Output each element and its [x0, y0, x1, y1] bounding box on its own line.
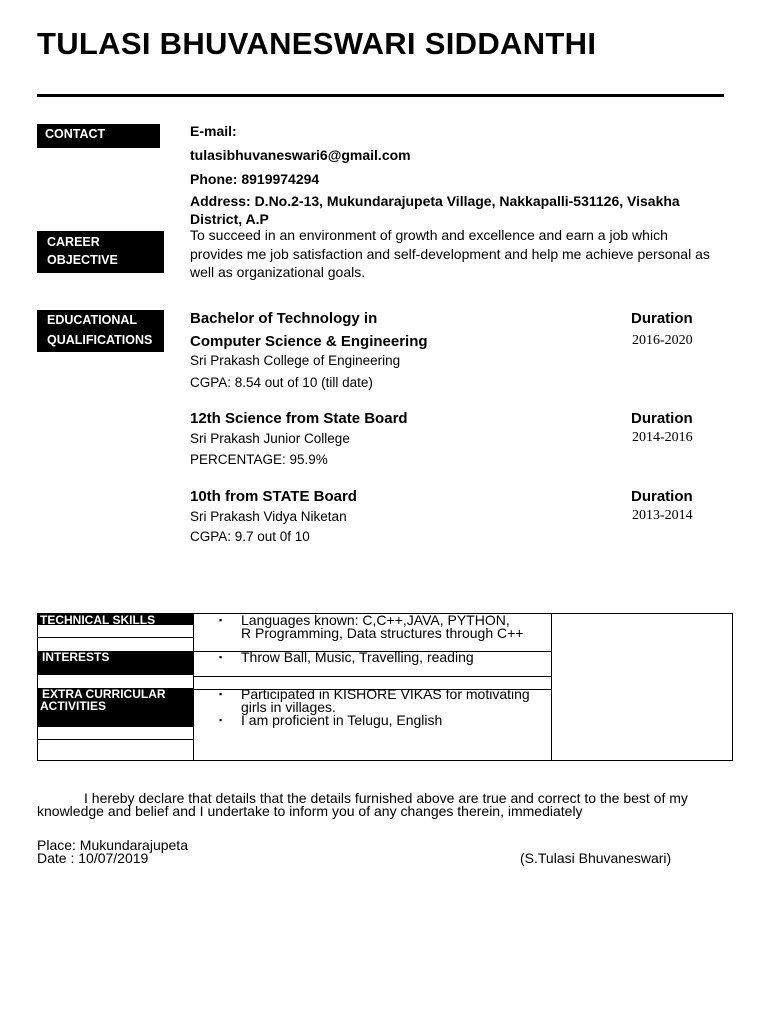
table-divider	[38, 739, 193, 740]
technical-skills-label: TECHNICAL SKILLS	[38, 614, 193, 625]
duration-years: 2016-2020	[632, 333, 693, 348]
institution: Sri Prakash Junior College	[190, 431, 350, 446]
signature: (S.Tulasi Bhuvaneswari)	[520, 850, 672, 866]
education-label	[37, 310, 164, 352]
interests-item	[219, 649, 474, 665]
bullet-icon: ▪	[219, 689, 223, 699]
duration-years: 2014-2016	[632, 430, 693, 445]
extra-curricular-item	[219, 686, 530, 715]
address-line-1: Address: D.No.2-13, Mukundarajupeta Village, Nakkapalli-531126, Visakha	[190, 193, 680, 209]
duration-label: Duration	[631, 310, 693, 327]
table-divider	[38, 726, 193, 727]
email-value: tulasibhuvaneswari6@gmail.com	[190, 147, 411, 163]
table-divider	[551, 614, 552, 760]
extra-item1-line2: girls in villages.	[241, 699, 336, 715]
date: Date : 10/07/2019	[37, 850, 149, 866]
extra-curricular-item	[219, 712, 443, 728]
education-label-line1: EDUCATIONAL	[47, 313, 138, 327]
degree-title: Bachelor of Technology in	[190, 310, 378, 327]
institution: Sri Prakash Vidya Niketan	[190, 509, 347, 524]
email-label: E-mail:	[190, 123, 237, 139]
duration-label: Duration	[631, 410, 693, 427]
technical-line1: Languages known: C,C++,JAVA, PYTHON,	[241, 612, 510, 628]
institution: Sri Prakash College of Engineering	[190, 353, 401, 368]
extra-label-line2: ACTIVITIES	[40, 699, 107, 713]
career-line: To succeed in an environment of growth and excellence and earn a job which	[190, 227, 668, 243]
interests-text: Throw Ball, Music, Travelling, reading	[241, 649, 474, 665]
degree-title-line2: Computer Science & Engineering	[190, 333, 428, 350]
education-label-line2: QUALIFICATIONS	[47, 333, 153, 347]
bullet-icon: ▪	[219, 652, 223, 662]
career-line: well as organizational goals.	[190, 264, 366, 280]
career-label-line2: OBJECTIVE	[47, 253, 118, 267]
interests-label: INTERESTS	[38, 651, 193, 675]
bullet-icon: ▪	[219, 615, 223, 625]
score: PERCENTAGE: 95.9%	[190, 452, 328, 467]
career-objective-text	[190, 226, 710, 282]
degree-title: 10th from STATE Board	[190, 488, 357, 505]
career-objective-label	[37, 231, 164, 273]
place: Place: Mukundarajupeta	[37, 837, 188, 853]
declaration-text: I hereby declare that details that the details furnished above are true and correct to the best of my knowledge and belief and I undertake to inform you of any changes therein, immediately	[37, 790, 688, 819]
career-line: provides me job satisfaction and self-development and help me achieve personal as	[190, 245, 710, 262]
bullet-icon: ▪	[219, 715, 223, 725]
career-label-line1: CAREER	[47, 235, 100, 249]
duration-years: 2013-2014	[632, 508, 693, 523]
contact-label: CONTACT	[37, 124, 160, 148]
address-line-2: District, A.P	[190, 211, 269, 227]
extra-item2: I am proficient in Telugu, English	[241, 712, 443, 728]
technical-line2: R Programming, Data structures through C++	[241, 625, 524, 641]
phone-value: Phone: 8919974294	[190, 171, 320, 187]
table-divider	[38, 637, 193, 638]
table-divider	[193, 614, 194, 760]
candidate-name: TULASI BHUVANESWARI SIDDANTHI	[37, 26, 597, 61]
score: CGPA: 9.7 out 0f 10	[190, 529, 310, 544]
degree-title: 12th Science from State Board	[190, 410, 408, 427]
table-divider	[193, 676, 551, 677]
extra-label-line1: EXTRA CURRICULAR	[42, 687, 166, 701]
duration-label: Duration	[631, 488, 693, 505]
header-divider	[37, 94, 724, 97]
technical-skills-item	[219, 612, 524, 641]
score: CGPA: 8.54 out of 10 (till date)	[190, 375, 373, 390]
extra-curricular-label	[38, 688, 193, 726]
extra-item1-line1: Participated in KISHORE VIKAS for motivating	[241, 686, 530, 702]
skills-table	[37, 613, 733, 761]
